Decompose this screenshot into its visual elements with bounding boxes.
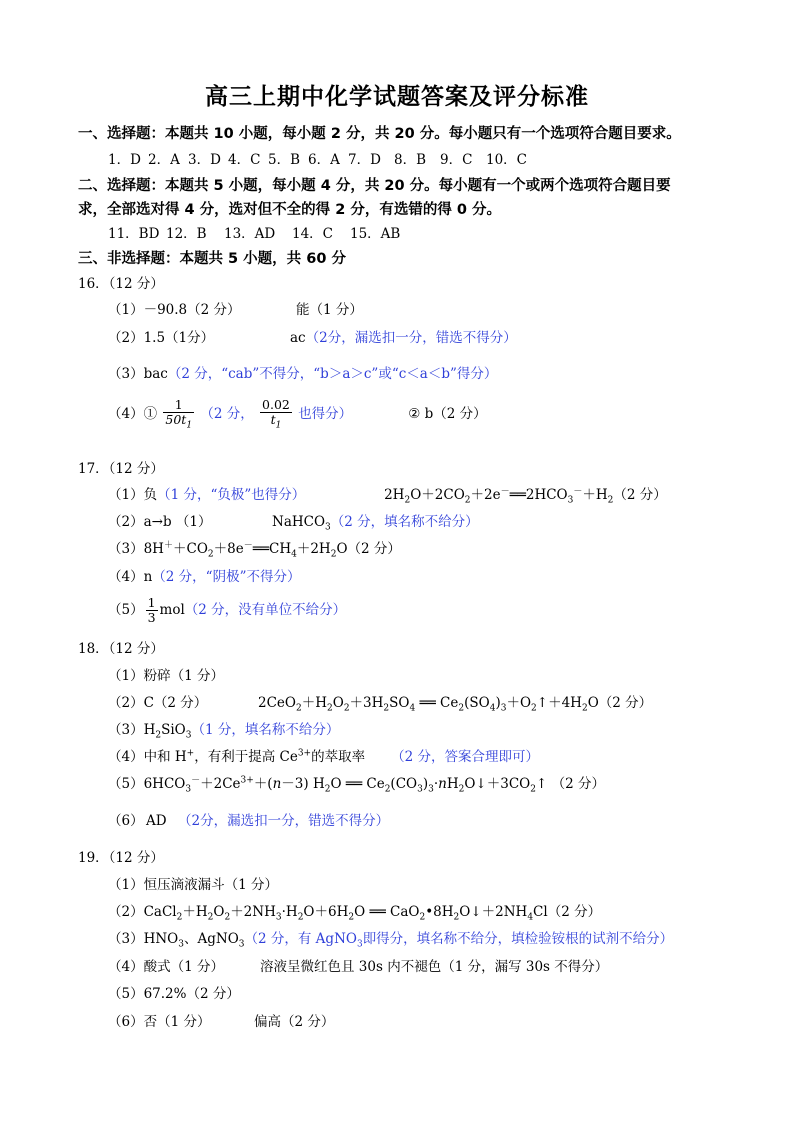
q18-6-label: （6） <box>108 813 144 829</box>
page-title: 高三上期中化学试题答案及评分标准 <box>205 84 589 110</box>
q16-fraction-1: $\frac{1}{50t_1}$ <box>165 397 193 431</box>
answer-3: 3．D <box>188 152 221 168</box>
q16-4-note-b: 也得分） <box>298 406 353 423</box>
answer-4: 4．C <box>228 152 261 168</box>
q17-1-score: （2 分） <box>613 487 667 503</box>
q18-line-5 <box>108 772 605 795</box>
q16-4-answer-b: ② b（2 分） <box>408 406 487 423</box>
q17-3-equation: $8H^++CO_2+8e^-══CH_4+2H_2O$ <box>143 540 348 560</box>
q18-4-answer-a: （4）中和 H <box>108 749 187 765</box>
answer-15: 15．AB <box>350 226 401 242</box>
q18-3-answer-a: （3）H <box>108 722 156 738</box>
q17-1-note: （1 分，“负极”也得分） <box>157 487 306 503</box>
answer-7: 7．D <box>348 152 381 168</box>
q18-3-note: （1 分，填名称不给分） <box>191 722 340 738</box>
q16-2-answer: （2）1.5（1分） <box>108 330 215 346</box>
answer-5: 5．B <box>268 152 301 168</box>
q19-2-equation: $CaCl_2+H_2O_2+2NH_3\cdot H_2O+6H_2O$ ══ $CaO_2•8H_2O↓+2NH_4Cl$ <box>143 904 548 923</box>
q19-3-note-a: （2 分，有 AgNO <box>244 931 357 947</box>
q18-4-answer-c: 的萃取率 <box>311 749 366 765</box>
q18-5-equation: $6HCO_3^-+2Ce^{3+}+(n-3)$ $H_2O$ ══ $Ce_2(CO_3)_3\cdot nH_2O↓+3CO_2↑$ <box>143 775 552 795</box>
q16-1-answer-b: 能（1 分） <box>296 302 363 318</box>
q18-heading: 18．（12 分） <box>78 641 164 657</box>
q19-6-answer-b: 偏高（2 分） <box>254 1014 335 1030</box>
answer-13: 13．AD <box>224 226 276 242</box>
answer-2: 2．A <box>148 152 180 168</box>
q17-4-answer: （4）n <box>108 569 153 585</box>
q18-4-note: （2 分，答案合理即可） <box>391 749 539 765</box>
q17-line-5 <box>108 596 346 625</box>
answer-6: 6．A <box>308 152 340 168</box>
q17-2-answer-b: NaHCO <box>272 514 326 530</box>
q16-heading: 16．（12 分） <box>78 276 164 292</box>
q19-4-answer-b: 溶液呈微红色且 30s 内不褪色（1 分，漏写 30s 不得分） <box>260 959 609 975</box>
q17-5-note: （2 分，没有单位不给分） <box>184 601 347 618</box>
q18-5-label: （5） <box>108 776 144 792</box>
q19-line-1: （1）恒压滴液漏斗（1 分） <box>108 877 278 893</box>
q18-3-answer-b: SiO <box>161 722 186 738</box>
q16-3-answer: （3）bac <box>108 366 168 382</box>
q18-line-1: （1）粉碎（1 分） <box>108 668 224 684</box>
q16-1-answer: （1）－90.8（2 分） <box>108 302 241 318</box>
q19-6-answer: （6）否（1 分） <box>108 1014 211 1030</box>
q19-line-6 <box>108 1010 334 1030</box>
q17-3-label: （3） <box>108 541 144 557</box>
q17-fraction: $\frac{1}{3}$ <box>147 595 156 625</box>
answer-11: 11．BD <box>108 226 160 242</box>
section-1-heading: 一、选择题：本题共 10 小题，每小题 2 分，共 20 分。每小题只有一个选项符合题目要求。 <box>78 126 681 142</box>
q19-line-4 <box>108 955 608 975</box>
q19-line-3: $(3)HNO_3$、AgNO$_3$（2 分，有 AgNO$_3$即得分，填名称不给分，填检验铵根的试剂不给分） <box>108 931 674 950</box>
q18-2-answer: （2）C（2 分） <box>108 695 208 711</box>
q19-3-note-b: 即得分，填名称不给分，填检验铵根的试剂不给分） <box>362 931 674 947</box>
q16-line-3 <box>108 362 497 382</box>
q18-line-2 <box>108 691 652 714</box>
q17-4-note: （2 分，“阴极”不得分） <box>152 569 301 585</box>
q19-line-5: （5）67.2%（2 分） <box>108 986 240 1002</box>
section-2-answers <box>108 222 400 242</box>
q16-fraction-2: $\frac{0.02}{t_1}$ <box>262 397 290 431</box>
q17-line-4 <box>108 565 300 585</box>
q16-line-1 <box>108 298 363 318</box>
q18-line-3: $(3)H_2SiO_3(1$ 分，填名称不给分） <box>108 722 340 741</box>
q18-2-equation: $2CeO_2+H_2O_2+3H_2SO_4$ ══ $Ce_2(SO_4)_3+O_2↑+4H_2O$ <box>258 695 599 714</box>
section-1-answers <box>108 148 527 168</box>
section-2-heading-line2: 求，全部选对得 4 分，选对但不全的得 2 分，有选错的得 0 分。 <box>78 202 502 218</box>
q16-4-note-a: （2 分， <box>200 406 254 423</box>
q18-line-6 <box>108 809 389 829</box>
q18-6-answer: AD <box>146 813 167 829</box>
q16-3-note: （2 分，“cab”不得分，“b＞a＞c”或“c＜a＜b”得分） <box>167 366 498 382</box>
q19-3-answer-a: （3）HNO <box>108 931 179 947</box>
answer-8: 8．B <box>394 152 427 168</box>
q18-line-4: （4）中和 H+，有利于提高 $Ce^{3+}$的萃取率 （2 分，答案合理即可） <box>108 745 539 765</box>
q17-1-answer: （1）负 <box>108 487 158 503</box>
answer-9: 9．C <box>440 152 473 168</box>
q17-2-note: （2 分，填名称不给分） <box>330 514 479 530</box>
q17-line-2: （2）a→b （1） NaHCO$_3$（2 分，填名称不给分） <box>108 510 479 533</box>
q19-4-answer: （4）酸式（1 分） <box>108 959 224 975</box>
q17-3-score: （2 分） <box>347 541 401 557</box>
q17-line-1 <box>108 483 667 506</box>
answer-1: 1．D <box>108 152 141 168</box>
q17-1-equation: $2H_2O+2CO_2+2e^-══2HCO_3^-+H_2$ <box>384 486 614 506</box>
section-3-heading: 三、非选择题：本题共 5 小题，共 60 分 <box>78 251 346 267</box>
q18-2-score: （2 分） <box>598 695 653 711</box>
q17-5-label: （5） <box>108 601 144 618</box>
q16-2-answer-b: ac <box>290 330 306 346</box>
q16-4-label: （4）① <box>108 406 158 423</box>
q16-2-note: （2分，漏选扣一分，错选不得分） <box>305 330 517 346</box>
answer-12: 12．B <box>166 226 207 242</box>
q17-heading: 17．（12 分） <box>78 461 164 477</box>
q17-5-unit: mol <box>159 601 185 618</box>
section-2-heading-line1: 二、选择题：本题共 5 小题，每小题 4 分，共 20 分。每小题有一个或两个选项符合题目要 <box>78 178 671 194</box>
q17-2-answer: （2）a→b （1） <box>108 514 212 530</box>
q19-heading: 19．（12 分） <box>78 850 164 866</box>
q18-4-answer-b: ，有利于提高 Ce <box>194 749 298 765</box>
q18-6-note: （2分，漏选扣一分，错选不得分） <box>178 813 390 829</box>
answer-14: 14．C <box>292 226 334 242</box>
answer-10: 10．C <box>486 152 528 168</box>
q19-2-score: （2 分） <box>547 904 602 920</box>
q19-2-label: （2） <box>108 904 144 920</box>
q18-5-score: （2 分） <box>551 776 605 792</box>
q17-line-3 <box>108 537 401 560</box>
q16-line-2 <box>108 326 517 346</box>
q19-3-answer-b: 、AgNO <box>183 931 239 947</box>
q16-line-4 <box>108 398 487 431</box>
q19-line-2 <box>108 900 601 923</box>
